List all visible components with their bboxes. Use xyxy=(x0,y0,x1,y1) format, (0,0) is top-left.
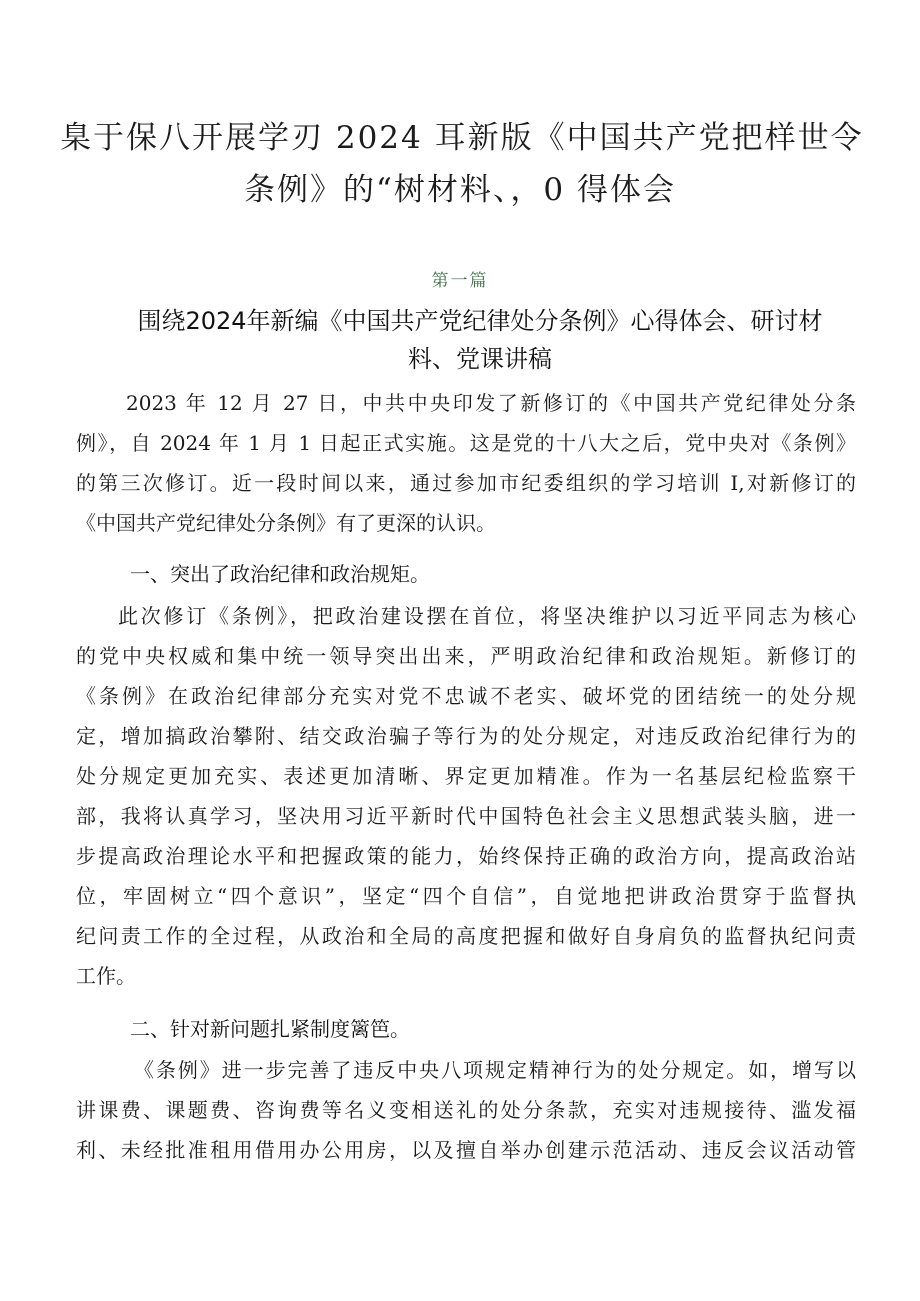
text-line: 《中国共产党纪律处分条例》有了更深的认识。 xyxy=(76,511,496,535)
text-line: 处分规定更加充实、表述更加清晰、界定更加精准。作为一名基层纪检监察干 xyxy=(76,764,856,788)
text-line: 《条例》在政治纪律部分充实对党不忠诚不老实、破坏党的团结统一的处分规 xyxy=(76,684,856,708)
document-title-line: 臬于保八开展学刃 2024 耳新版《中国共产党把样世令 xyxy=(60,120,864,156)
text-line: 纪问责工作的全过程，从政治和全局的高度把握和做好自身肩负的监督执纪问责 xyxy=(76,924,856,948)
paragraph-new-problems xyxy=(76,1050,856,1170)
text-line: 的党中央权威和集中统一领导突出出来，严明政治纪律和政治规矩。新修订的 xyxy=(76,644,856,668)
text-line: 例》，自 2024 年 1 月 1 日起正式实施。这是党的十八大之后，党中央对《条例》 xyxy=(76,431,856,455)
text-line: 步提高政治理论水平和把握政策的能力，始终保持正确的政治方向，提高政治站 xyxy=(76,844,856,868)
text-line: 利、未经批准租用借用办公用房，以及擅自举办创建示范活动、违反会议活动管 xyxy=(76,1138,856,1162)
text-line: 部，我将认真学习，坚决用习近平新时代中国特色社会主义思想武装头脑，进一 xyxy=(76,804,856,828)
intro-paragraph xyxy=(76,383,856,543)
section-title-line: 料、党课讲稿 xyxy=(408,345,552,373)
text-line: 2023 年 12 月 27 日，中共中央印发了新修订的《中国共产党纪律处分条 xyxy=(126,391,856,415)
text-line: 此次修订《条例》，把政治建设摆在首位，将坚决维护以习近平同志为核心 xyxy=(118,604,856,628)
document-title-line: 条例》的“树材料、，0 得体会 xyxy=(244,172,676,208)
text-line: 工作。 xyxy=(76,964,136,988)
text-line: 定，增加搞政治攀附、结交政治骗子等行为的处分规定，对违反政治纪律行为的 xyxy=(76,724,856,748)
section-title xyxy=(110,302,850,378)
section-heading-new-problems: 二、针对新问题扎紧制度篱笆。 xyxy=(130,1017,410,1041)
text-line: 的第三次修订。近一段时间以来，通过参加市纪委组织的学习培训 I,对新修订的 xyxy=(76,471,856,495)
paragraph-political-discipline xyxy=(76,596,856,996)
text-line: 讲课费、课题费、咨询费等名义变相送礼的处分条款，充实对违规接待、滥发福 xyxy=(76,1098,856,1122)
section-heading-political-discipline: 一、突出了政治纪律和政治规矩。 xyxy=(130,562,430,586)
section-title-line: 围绕2024年新编《中国共产党纪律处分条例》心得体会、研讨材 xyxy=(137,307,823,335)
text-line: 《条例》进一步完善了违反中央八项规定精神行为的处分规定。如，增写以 xyxy=(134,1058,856,1082)
document-title xyxy=(60,112,864,216)
section-label: 第一篇 xyxy=(431,271,489,291)
text-line: 位，牢固树立“四个意识”，坚定“四个自信”，自觉地把讲政治贯穿于监督执 xyxy=(76,884,856,908)
